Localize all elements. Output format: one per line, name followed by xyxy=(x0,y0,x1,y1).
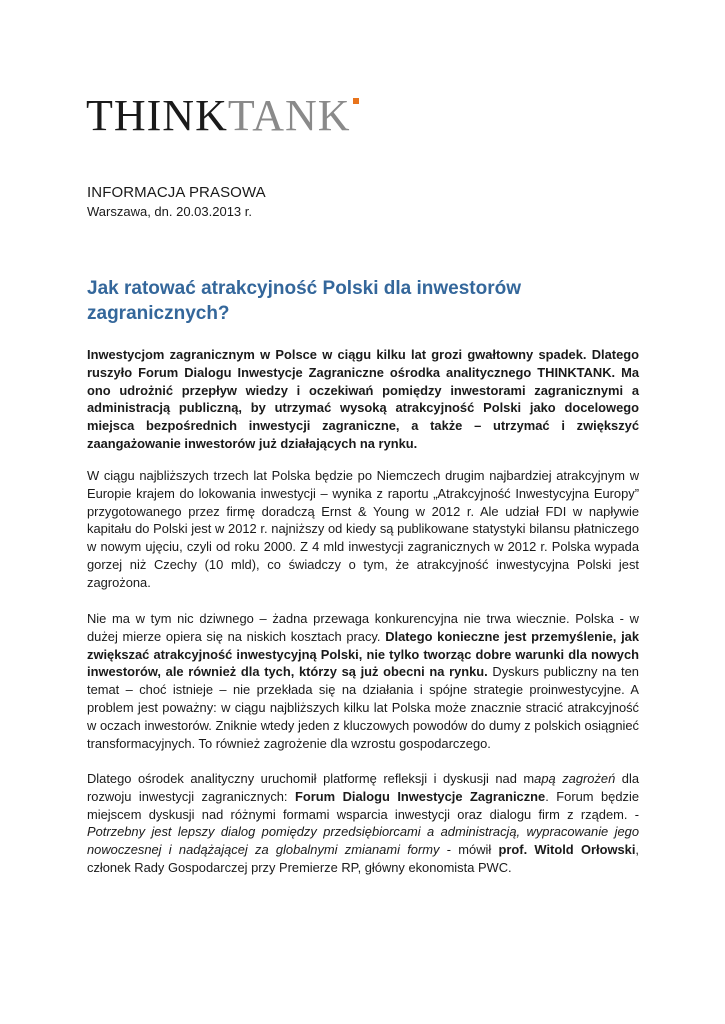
p3-text-i: , członek Rady Gospodarczej przy Premierze RP, główny ekonomista PWC. xyxy=(87,842,639,875)
p3-text-c: dla rozwoju inwestycji zagranicznych: xyxy=(87,771,639,804)
p3-italic-map: apą zagrożeń xyxy=(534,771,616,786)
p3-italic-quote: Potrzebny jest lepszy dialog pomiędzy przedsiębiorcami a administracją, wypracowanie jego nowoczesnej i nadążającej za globalnymi zmianami formy xyxy=(87,824,639,858)
logo-think-text: THINK xyxy=(86,91,228,140)
p2-text-a: Nie ma w tym nic dziwnego – żadna przewaga konkurencyjna nie trwa wiecznie. Polska - w dużej mierze opiera się na niskich kosztach pracy. xyxy=(87,611,639,644)
p3-bold-author: prof. Witold Orłowski xyxy=(498,842,636,858)
p3-bold-forum: Forum Dialogu Inwestycje Zagraniczne xyxy=(295,788,546,804)
lead-paragraph: Inwestycjom zagranicznym w Polsce w ciągu kilku lat grozi gwałtowny spadek. Dlatego ruszyło Forum Dialogu Inwestycje Zagraniczne ośrodka analitycznego THINKTANK. Ma ono udrożnić przepływ wiedzy i oczekiwań pomiędzy inwestorami zagranicznymi a administracją publiczną, by utrzymać wysoką atrakcyjność Polski jako docelowego miejsca bezpośrednich inwestycji zagraniczne, a także – utrzymać i zwiększyć zaangażowanie inwestorów już działających na rynku. xyxy=(87,347,639,451)
p3-text-g: - mówił xyxy=(439,842,499,858)
p3-text-a: Dlatego ośrodek analityczny uruchomił platformę refleksji i dyskusji nad m xyxy=(87,771,535,786)
p2-bold-text: Dlatego konieczne jest przemyślenie, jak zwiększać atrakcyjność inwestycyjną Polski, nie tylko tworząc dobre warunki dla nowych inwestorów, ale również dla tych, którzy są już obecni na rynku. xyxy=(87,628,639,680)
date-line: Warszawa, dn. 20.03.2013 r. xyxy=(87,204,253,219)
headline: Jak ratować atrakcyjność Polski dla inwestorów zagranicznych? xyxy=(87,278,522,324)
body-paragraph-2 xyxy=(87,610,639,752)
logo-accent-dot xyxy=(353,98,359,104)
p3-text-e: . Forum będzie miejscem dyskusji nad różnymi formami wsparcia inwestycji oraz dialogu firm z rządem. - xyxy=(87,788,639,822)
body-paragraph-3 xyxy=(87,770,639,877)
body-paragraph-1: W ciągu najbliższych trzech lat Polska będzie po Niemczech drugim najbardziej atrakcyjnym w Europie krajem do lokowania inwestycji – wynika z raportu „Atrakcyjność Inwestycyjna Europy” przygotowanego przez firmę doradczą Ernst & Young w 2012 r. Ale udział FDI w napływie kapitału do Polski jest w 2012 r. najniższy od kiedy są publikowane statystyki bilansu płatniczego w nowym ujęciu, czyli od roku 2000. Z 4 mld inwestycji zagranicznych w 2012 r. Polska wypada gorzej niż Czechy (10 mld), co świadczy o tym, że atrakcyjność inwestycyjna Polski jest zagrożona. xyxy=(87,468,639,590)
thinktank-logo xyxy=(86,93,359,139)
p2-text-c: Dyskurs publiczny na ten temat – choć istnieje – nie przekłada się na działania i spójne strategie proinwestycyjne. A problem jest poważny: w ciągu najbliższych kilku lat Polska może znacznie stracić atrakcyjność w oczach inwestorów. Zniknie wtedy jeden z kluczowych powodów do dumy z polskich osiągnieć transformacyjnych. To również zagrożenie dla wzrostu gospodarczego. xyxy=(87,664,639,751)
logo-tank-text: TANK xyxy=(227,91,351,140)
press-release-label: INFORMACJA PRASOWA xyxy=(87,184,266,201)
